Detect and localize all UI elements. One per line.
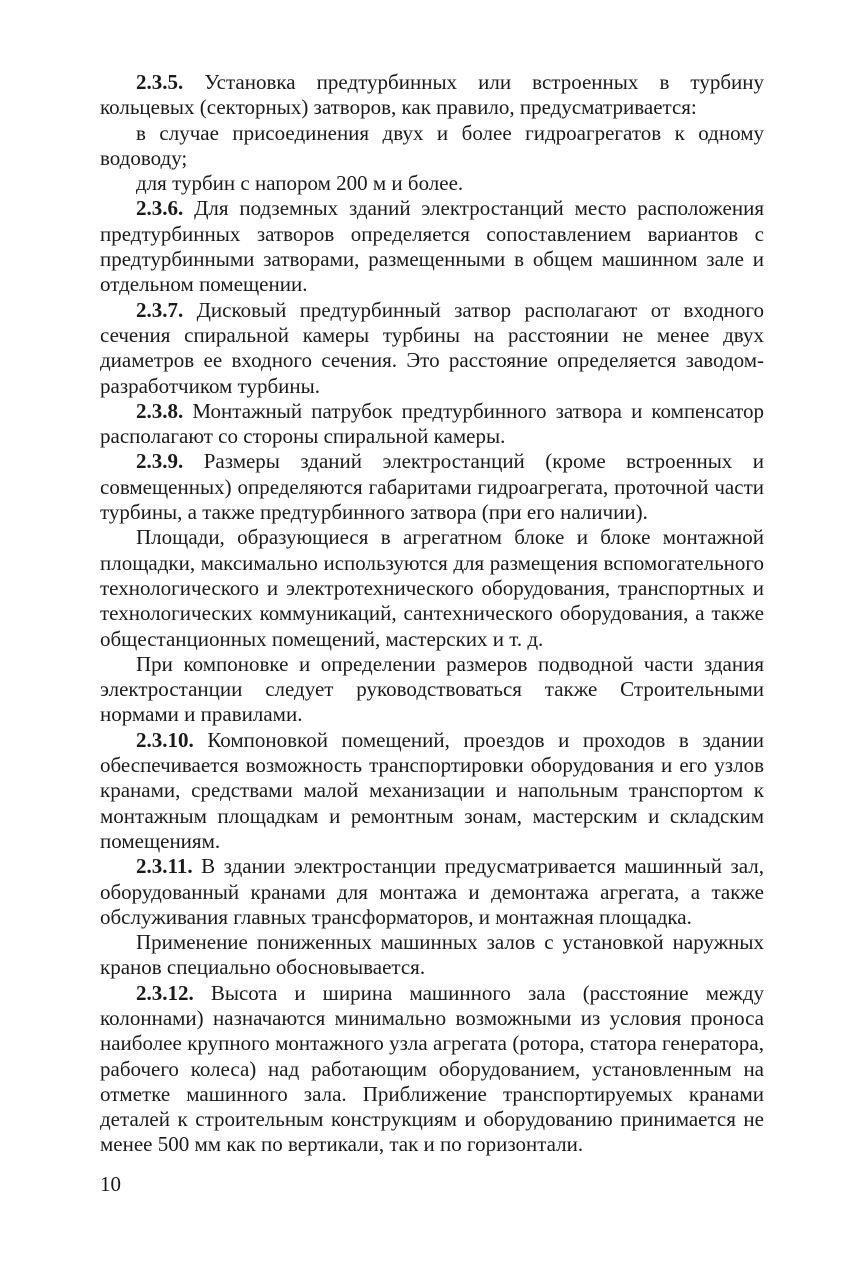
clause-number: 2.3.8. — [136, 398, 184, 423]
paragraph-2-3-11 — [100, 854, 764, 930]
paragraph-text: В здании электростанции предусматривается машинный зал, оборудованный кранами для монтажа и демонтажа агрегата, а также обслуживания главных трансформаторов, и монтажная площадка. — [100, 854, 765, 929]
paragraph-text: Размеры зданий электростанций (кроме встроенных и совмещенных) определяются габаритами гидроагрегата, проточной части турбины, а также предтурбинного затвора (при его наличии). — [100, 449, 764, 525]
paragraph-2-3-12 — [100, 981, 764, 1158]
paragraph-2-3-5-item-1 — [100, 121, 764, 172]
paragraph-text: в случае присоединения двух и более гидроагрегатов к одному водоводу; — [100, 120, 764, 170]
paragraph-text: Дисковый предтурбинный затвор располагают от входного сечения спиральной камеры турбины на расстоянии не менее двух диаметров ее входного сечения. Это расстояние определяется заводом-разработчиком турбины. — [100, 297, 764, 398]
paragraph-text: Площади, образующиеся в агрегатном блоке и блоке монтажной площадки, максимально используются для размещения вспомогательного технологического и электротехнического оборудования, транспортных и технологических коммуникаций, сантехнического оборудования, а также общестанционных помещений, мастерских и т. д. — [100, 525, 764, 651]
paragraph-text: Компоновкой помещений, проездов и проходов в здании обеспечивается возможность транспортировки оборудования и его узлов кранами, средствами малой механизации и напольным транспортом к монтажным площадкам и ремонтным зонам, мастерским и складским помещениям. — [100, 727, 764, 853]
paragraph-2-3-9 — [100, 449, 764, 525]
clause-number: 2.3.5. — [136, 70, 184, 94]
clause-number: 2.3.11. — [136, 854, 193, 879]
paragraph-text: Высота и ширина машинного зала (расстояние между колоннами) назначаются минимально возможными из условия проноса наиболее крупного монтажного узла агрегата (ротора, статора генератора, рабочего колеса) над работающим оборудованием, установленным на отметке машинного зала. Приближение транспортируемых кранами деталей к строительным конструкциям и оборудованию принимается не менее 500 мм как по вертикали, так и по горизонтали. — [100, 980, 764, 1157]
clause-number: 2.3.7. — [136, 297, 184, 322]
paragraph-text: Монтажный патрубок предтурбинного затвора и компенсатор располагают со стороны спиральной камеры. — [100, 398, 764, 449]
paragraph-2-3-6 — [100, 196, 764, 297]
clause-number: 2.3.6. — [136, 196, 184, 221]
paragraph-text: При компоновке и определении размеров подводной части здания электростанции следует руководствоваться также Строительными нормами и правилами. — [100, 651, 764, 727]
paragraph-2-3-9-cont-1 — [100, 525, 764, 651]
page-number: 10 — [100, 1172, 121, 1196]
paragraph-2-3-9-cont-2 — [100, 652, 764, 728]
clause-number: 2.3.12. — [136, 980, 194, 1005]
paragraph-2-3-5 — [100, 70, 764, 121]
paragraph-text: Применение пониженных машинных залов с установкой наружных кранов специально обосновывается. — [100, 930, 764, 980]
paragraph-2-3-11-cont — [100, 930, 764, 981]
clause-number: 2.3.9. — [136, 449, 184, 474]
clause-number: 2.3.10. — [136, 727, 194, 752]
paragraph-text: Установка предтурбинных или встроенных в турбину кольцевых (секторных) затворов, как правило, предусматривается: — [100, 70, 764, 120]
paragraph-2-3-10 — [100, 728, 764, 854]
paragraph-text: для турбин с напором 200 м и более. — [136, 171, 464, 196]
paragraph-text: Для подземных зданий электростанций место расположения предтурбинных затворов определяется сопоставлением вариантов с предтурбинными затворами, размещенными в общем машинном зале и отдельном помещении. — [100, 196, 764, 297]
paragraph-2-3-8 — [100, 399, 764, 450]
paragraph-2-3-7 — [100, 298, 764, 399]
paragraph-2-3-5-item-2 — [100, 171, 764, 196]
document-body — [100, 70, 764, 1158]
